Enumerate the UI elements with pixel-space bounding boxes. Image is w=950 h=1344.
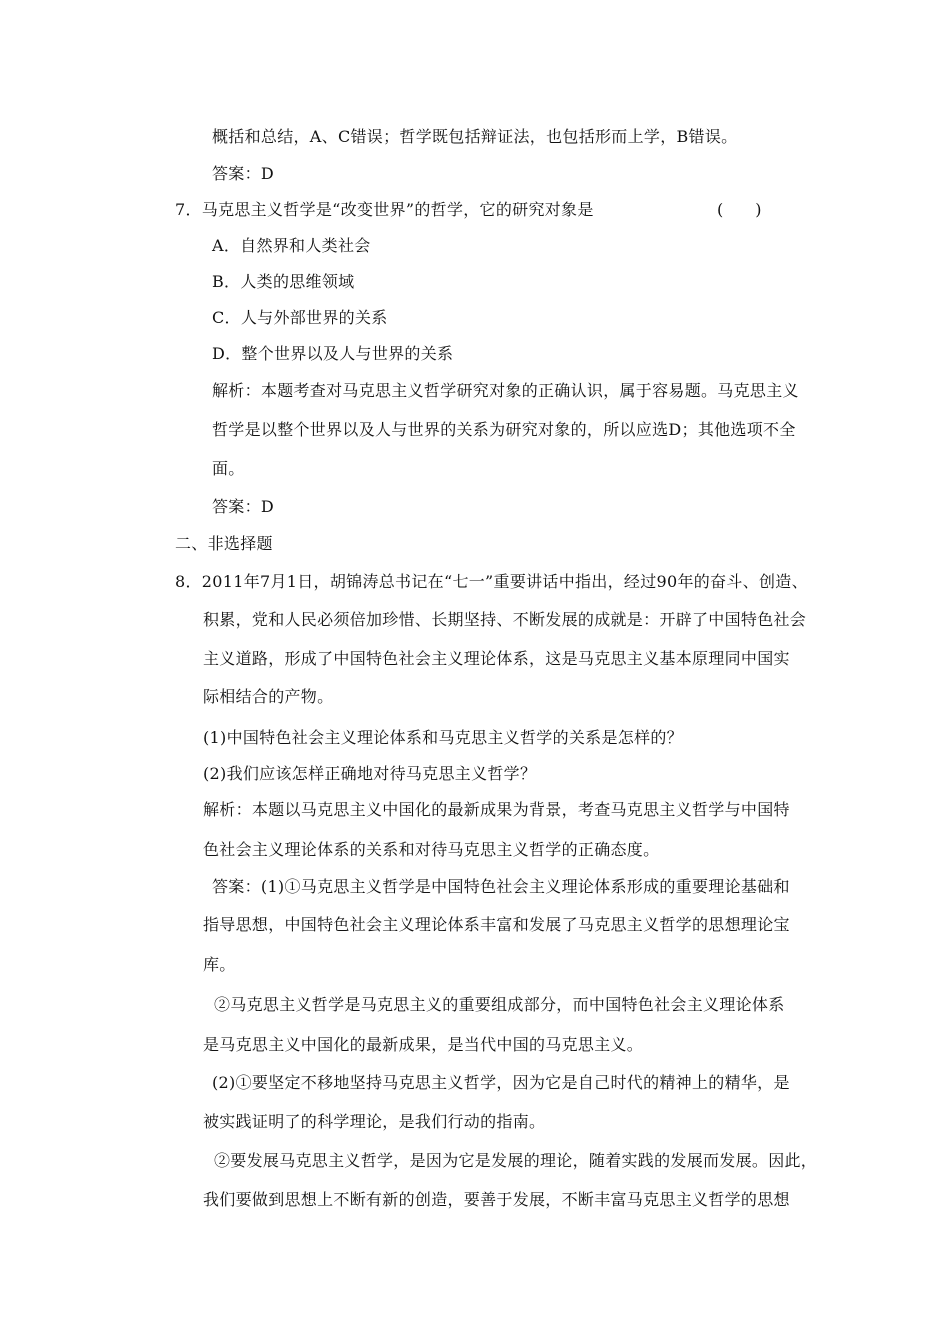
q7-option-b: B．人类的思维领域 (212, 272, 355, 291)
q8-stem-line-1: 8．2011年7月1日，胡锦涛总书记在“七一”重要讲话中指出，经过90年的奋斗、创造、 (175, 572, 808, 591)
q8-sub-question-2: (2)我们应该怎样正确地对待马克思主义哲学？ (203, 764, 537, 783)
q8-answer-2b-line-2: 我们要做到思想上不断有新的创造，要善于发展，不断丰富马克思主义哲学的思想 (203, 1190, 790, 1209)
q8-analysis-line-1: 解析：本题以马克思主义中国化的最新成果为背景，考查马克思主义哲学与中国特 (203, 800, 790, 819)
q8-stem-line-2: 积累，党和人民必须倍加珍惜、长期坚持、不断发展的成就是：开辟了中国特色社会 (203, 610, 807, 629)
q8-answer-2a-line-2: 被实践证明了的科学理论，是我们行动的指南。 (203, 1112, 546, 1131)
q8-sub-question-1: (1)中国特色社会主义理论体系和马克思主义哲学的关系是怎样的？ (203, 728, 683, 747)
q8-answer-1a-line-2: 指导思想，中国特色社会主义理论体系丰富和发展了马克思主义哲学的思想理论宝 (203, 915, 790, 934)
q8-answer-1b-line-2: 是马克思主义中国化的最新成果，是当代中国的马克思主义。 (203, 1035, 644, 1054)
q8-answer-2b-line-1: ②要发展马克思主义哲学，是因为它是发展的理论，随着实践的发展而发展。因此， (214, 1151, 818, 1170)
q7-option-d: D．整个世界以及人与世界的关系 (212, 344, 454, 363)
q7-answer-blank: ( ) (717, 200, 762, 219)
section-heading-non-choice: 二、非选择题 (175, 534, 273, 553)
q7-stem: 7．马克思主义哲学是“改变世界”的哲学，它的研究对象是 (175, 200, 594, 219)
q7-analysis-line-3: 面。 (212, 459, 245, 478)
q7-option-a: A．自然界和人类社会 (212, 236, 371, 255)
q8-stem-line-3: 主义道路，形成了中国特色社会主义理论体系，这是马克思主义基本原理同中国实 (203, 649, 790, 668)
q6-analysis-end: 概括和总结，A、C错误；哲学既包括辩证法，也包括形而上学，B错误。 (212, 127, 738, 146)
q7-answer: 答案：D (212, 497, 275, 516)
q8-stem-line-4: 际相结合的产物。 (203, 687, 334, 706)
q8-answer-2a-line-1: (2)①要坚定不移地坚持马克思主义哲学，因为它是自己时代的精神上的精华，是 (212, 1073, 790, 1092)
q8-answer-1a-line-3: 库。 (203, 955, 236, 974)
q7-analysis-line-1: 解析：本题考查对马克思主义哲学研究对象的正确认识，属于容易题。马克思主义 (212, 381, 799, 400)
q8-answer-1b-line-1: ②马克思主义哲学是马克思主义的重要组成部分，而中国特色社会主义理论体系 (214, 995, 785, 1014)
q7-option-c: C．人与外部世界的关系 (212, 308, 388, 327)
q8-answer-1a-line-1: 答案：(1)①马克思主义哲学是中国特色社会主义理论体系形成的重要理论基础和 (212, 877, 790, 896)
q7-analysis-line-2: 哲学是以整个世界以及人与世界的关系为研究对象的，所以应选D；其他选项不全 (212, 420, 796, 439)
q6-answer: 答案：D (212, 164, 275, 183)
q8-analysis-line-2: 色社会主义理论体系的关系和对待马克思主义哲学的正确态度。 (203, 840, 660, 859)
